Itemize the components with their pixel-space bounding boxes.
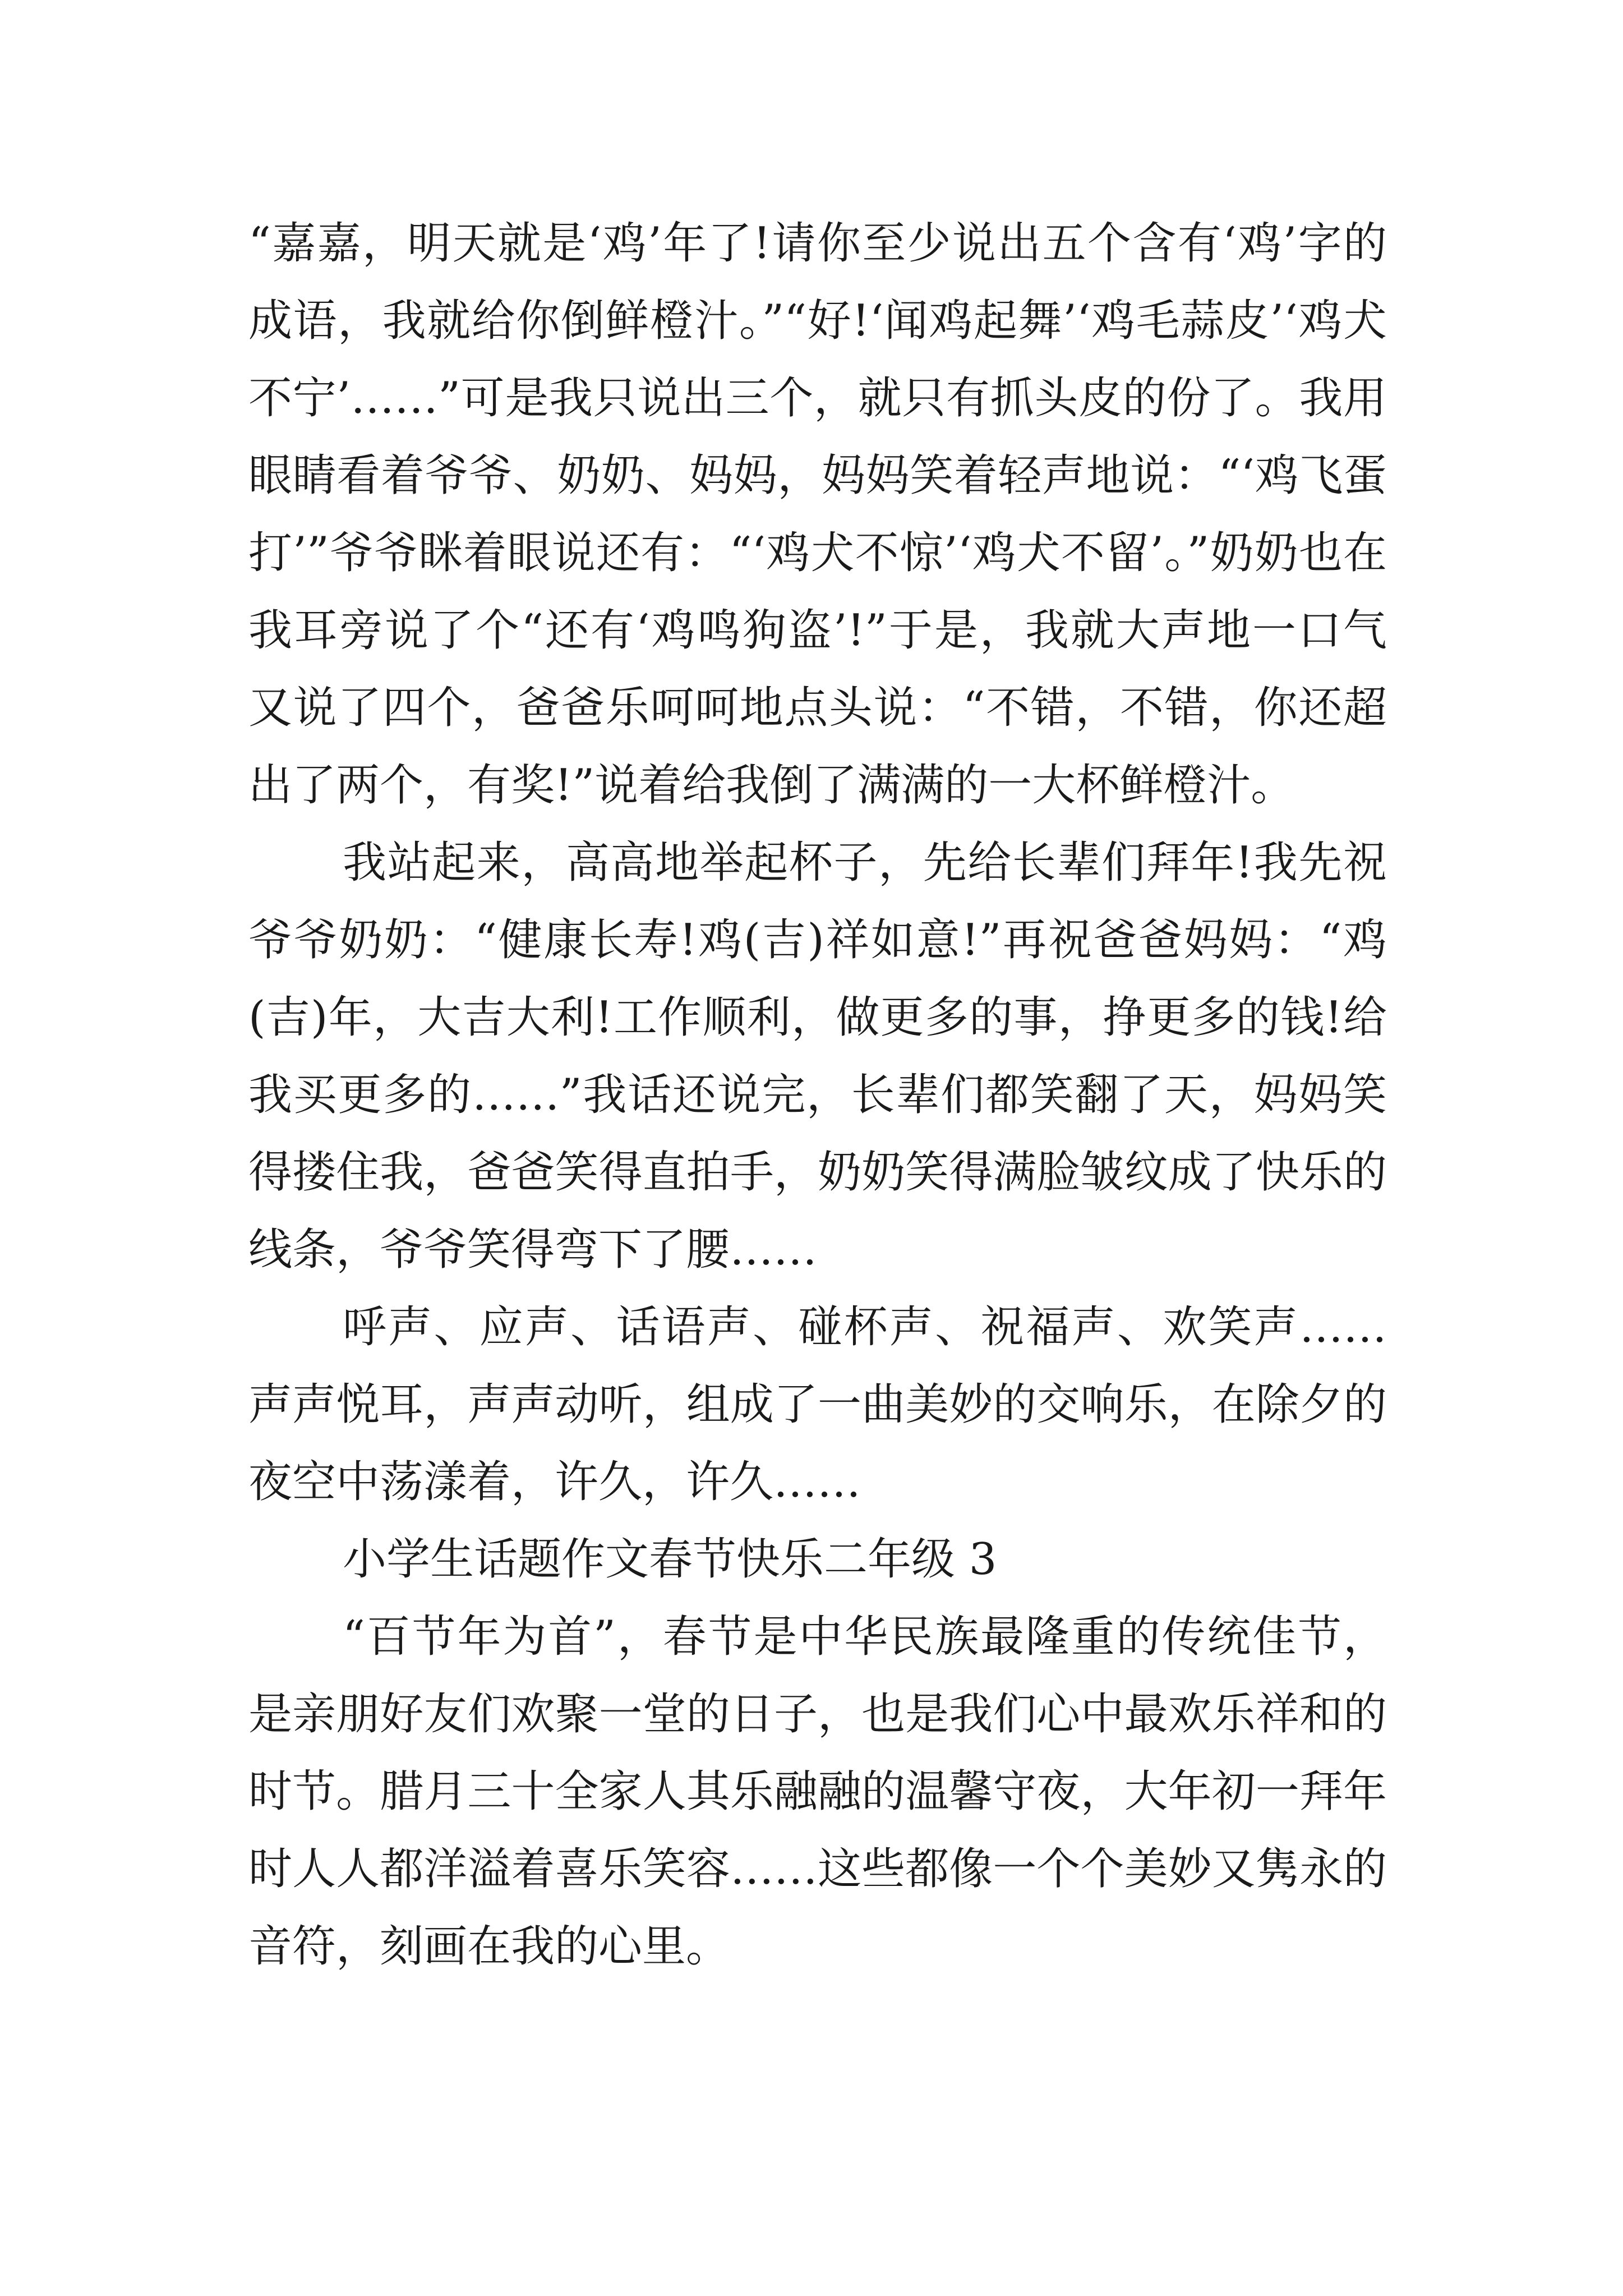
paragraph-new-year-toast: 我站起来，高高地举起杯子，先给长辈们拜年!我先祝爷爷奶奶：“健康长寿!鸡(吉)祥如意!”再祝爸爸妈妈：“鸡(吉)年，大吉大利!工作顺利，做更多的事，挣更多的钱!给我买更多的……”我话还说完，长辈们都笑翻了天，妈妈笑得搂住我，爸爸笑得直拍手，奶奶笑得满脸皱纹成了快乐的线条，爷爷笑得弯下了腰…… <box>248 838 1387 1275</box>
paragraph-spring-festival-intro: “百节年为首”，春节是中华民族最隆重的传统佳节，是亲朋好友们欢聚一堂的日子，也是我们心中最欢乐祥和的时节。腊月三十全家人其乐融融的温馨守夜，大年初一拜年时人人都洋溢着喜乐笑容……这些都像一个个美妙又隽永的音符，刻画在我的心里。 <box>248 1612 1387 1972</box>
paragraph-chicken-idioms: “嘉嘉，明天就是‘鸡’年了!请你至少说出五个含有‘鸡’字的成语，我就给你倒鲜橙汁。”“好!‘闻鸡起舞’‘鸡毛蒜皮’‘鸡犬不宁’……”可是我只说出三个，就只有抓头皮的份了。我用眼睛看着爷爷、奶奶、妈妈，妈妈笑着轻声地说：“‘鸡飞蛋打’”爷爷眯着眼说还有：“‘鸡犬不惊’‘鸡犬不留’。”奶奶也在我耳旁说了个“还有‘鸡鸣狗盗’!”于是，我就大声地一口气又说了四个，爸爸乐呵呵地点头说：“不错，不错，你还超出了两个，有奖!”说着给我倒了满满的一大杯鲜橙汁。 <box>248 218 1387 811</box>
document-body <box>248 205 1387 1985</box>
section-title: 小学生话题作文春节快乐二年级 3 <box>343 1534 997 1585</box>
paragraph-festive-sounds: 呼声、应声、话语声、碰杯声、祝福声、欢笑声……声声悦耳，声声动听，组成了一曲美妙的交响乐，在除夕的夜空中荡漾着，许久，许久…… <box>248 1302 1387 1507</box>
